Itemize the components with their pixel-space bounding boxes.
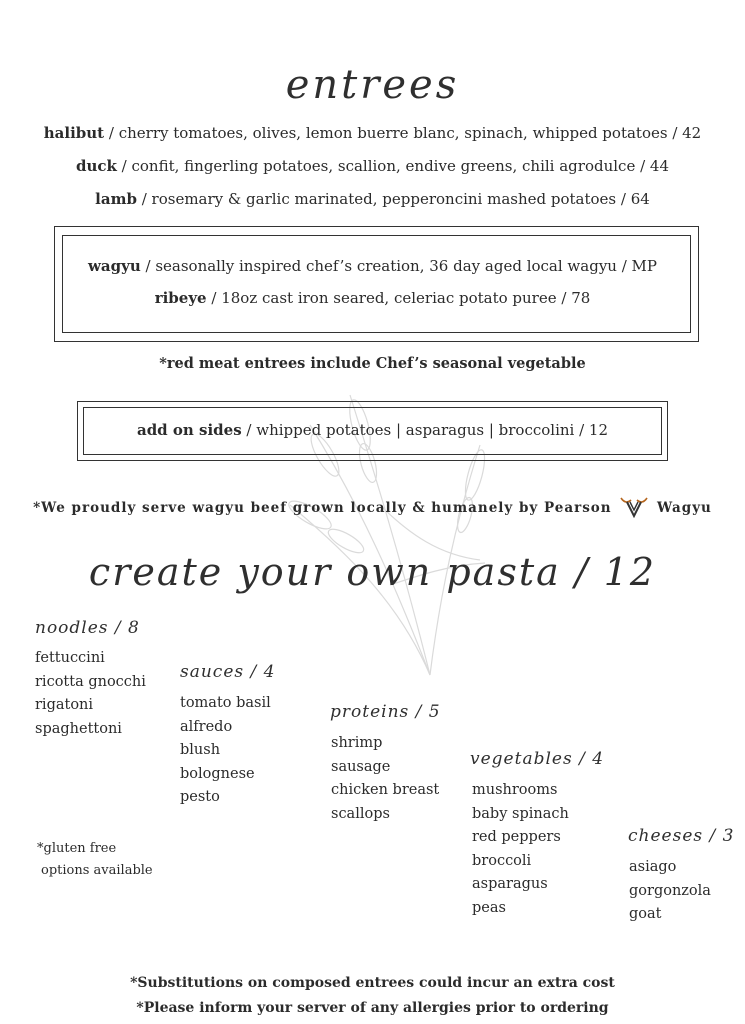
menu-item-sides: add on sides / whipped potatoes | asparagus | broccolini / 12: [136, 421, 609, 439]
proteins-list: [331, 732, 439, 826]
list-item: bolognese: [180, 765, 255, 782]
substitution-note: *Substitutions on composed entrees could incur an extra cost: [130, 975, 615, 991]
list-item: broccoli: [472, 852, 532, 869]
list-item: scallops: [331, 805, 390, 822]
red-meat-box-inner: [62, 235, 691, 333]
list-item: alfredo: [180, 718, 233, 735]
list-item: goat: [629, 906, 662, 922]
entrees-title: entrees: [285, 62, 460, 108]
allergy-note: *Please inform your server of any allergies prior to ordering: [136, 1000, 609, 1016]
sauces-list: [180, 692, 271, 810]
vegetables-list: [472, 779, 569, 920]
list-item: fettuccini: [35, 650, 105, 666]
sauces-heading: sauces / 4: [180, 662, 276, 682]
pasta-title: create your own pasta / 12: [88, 550, 657, 594]
list-item: mushrooms: [472, 782, 558, 798]
list-item: red peppers: [472, 829, 561, 845]
list-item: blush: [180, 742, 221, 758]
gluten-free-note: *gluten free options available: [37, 841, 153, 878]
red-meat-note: *red meat entrees include Chef’s seasonal vegetable: [159, 355, 586, 372]
list-item: ricotta gnocchi: [35, 673, 146, 690]
wagyu-source-note: *We proudly serve wagyu beef grown locally & humanely by Pearson Wagyu: [0, 494, 745, 518]
menu-item-halibut: halibut / cherry tomatoes, olives, lemon buerre blanc, spinach, whipped potatoes / 42: [43, 124, 702, 142]
list-item: asiago: [629, 859, 677, 875]
vegetables-heading: vegetables / 4: [470, 749, 605, 769]
list-item: asparagus: [472, 876, 548, 892]
noodles-list: [35, 647, 146, 741]
menu-item-ribeye: ribeye / 18oz cast iron seared, celeriac potato puree / 78: [154, 289, 591, 307]
noodles-heading: noodles / 8: [35, 618, 140, 638]
list-item: shrimp: [331, 735, 383, 751]
list-item: baby spinach: [472, 805, 569, 822]
list-item: chicken breast: [331, 782, 440, 798]
list-item: sausage: [331, 758, 391, 775]
list-item: peas: [472, 899, 506, 916]
proteins-heading: proteins / 5: [330, 702, 441, 722]
menu-item-duck: duck / confit, fingerling potatoes, scallion, endive greens, chili agrodulce / 44: [75, 157, 669, 175]
menu-item-wagyu: wagyu / seasonally inspired chef’s creation, 36 day aged local wagyu / MP: [87, 257, 657, 275]
pearson-wagyu-logo-icon: [619, 494, 649, 518]
menu-item-lamb: lamb / rosemary & garlic marinated, pepperoncini mashed potatoes / 64: [95, 190, 650, 208]
list-item: rigatoni: [35, 697, 94, 713]
cheeses-heading: cheeses / 3: [628, 826, 735, 846]
cheeses-list: [629, 856, 711, 927]
list-item: pesto: [180, 789, 220, 805]
list-item: tomato basil: [180, 695, 271, 711]
list-item: gorgonzola: [629, 882, 711, 899]
list-item: spaghettoni: [35, 720, 122, 737]
